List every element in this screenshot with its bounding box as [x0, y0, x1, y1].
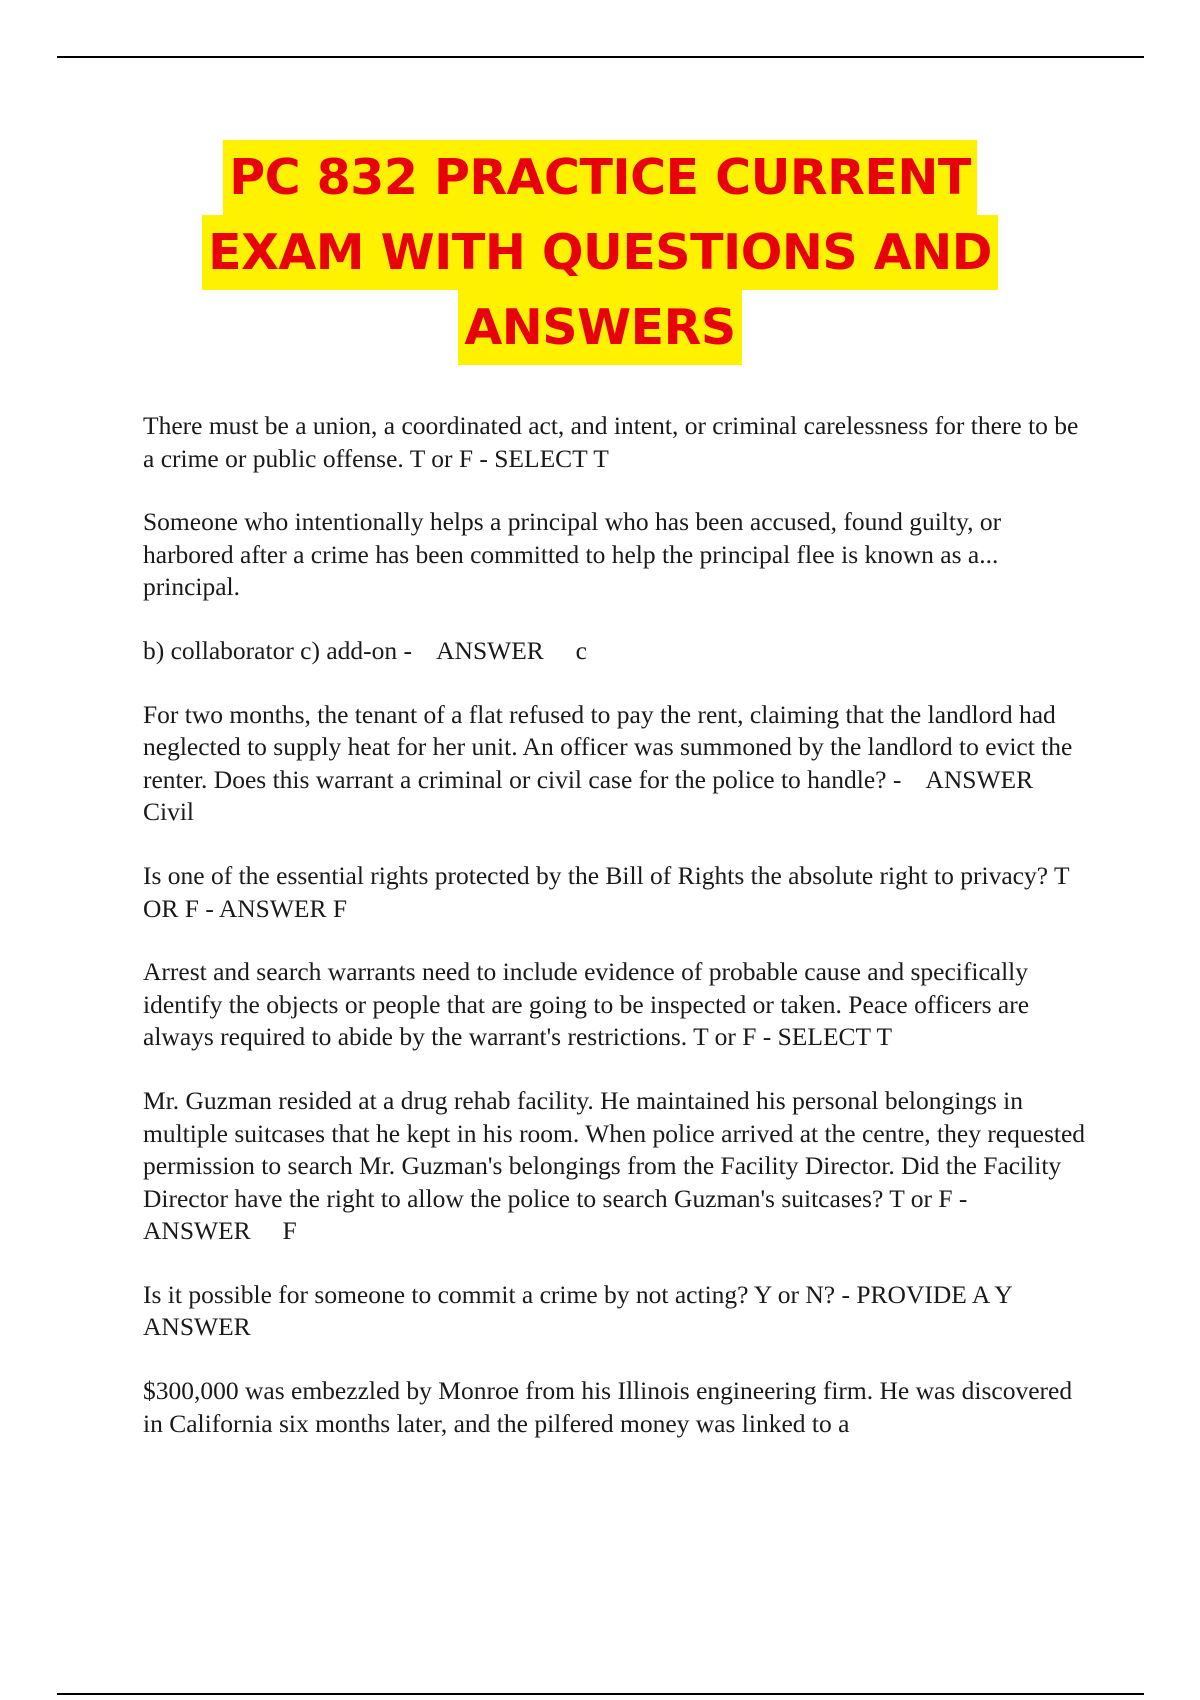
title-line-2: EXAM WITH QUESTIONS AND — [202, 215, 998, 290]
question-paragraph: $300,000 was embezzled by Monroe from his Illinois engineering firm. He was discovered in California six months later, and the pilfered money was linked to a — [143, 1376, 1079, 1438]
title-line-1: PC 832 PRACTICE CURRENT — [223, 140, 977, 215]
top-rule — [57, 56, 1144, 58]
answer-paragraph: b) collaborator c) add-on - ANSWER c — [143, 635, 587, 665]
title-line-3: ANSWERS — [458, 290, 741, 365]
question-paragraph: Is one of the essential rights protected by the Bill of Rights the absolute right to privacy? T OR F - ANSWER F — [143, 860, 1076, 923]
question-paragraph: Arrest and search warrants need to include evidence of probable cause and specifically identify the objects or people that are going to be inspected or taken. Peace officers are always required to abide by the warrant's restrictions. T or F - SELECT T — [143, 957, 1036, 1052]
question-paragraph: There must be a union, a coordinated act, and intent, or criminal carelessness for there to be a crime or public offense. T or F - SELECT T — [143, 411, 1085, 473]
question-paragraph: Is it possible for someone to commit a crime by not acting? Y or N? - PROVIDE A Y ANSWER — [143, 1279, 1030, 1342]
question-paragraph: Someone who intentionally helps a principal who has been accused, found guilty, or harbored after a crime has been committed to help the principal flee is known as a... principal. — [143, 507, 1008, 602]
question-paragraph: Mr. Guzman resided at a drug rehab facility. He maintained his personal belongings in multiple suitcases that he kept in his room. When police arrived at the centre, they requested permission to search Mr. Guzman's belongings from the Facility Director. Did the Facility Director have the right to allow the police to search Guzman's suitcases? T or F - ANSWER F — [143, 1085, 1092, 1246]
question-paragraph: For two months, the tenant of a flat refused to pay the rent, claiming that the landlord had neglected to supply heat for her unit. An officer was summoned by the landlord to evict the renter. Does this warrant a criminal or civil case for the police to handle? - ANSWER Civil — [143, 699, 1079, 827]
bottom-rule — [57, 1693, 1144, 1695]
document-title — [0, 140, 1200, 365]
document-body — [143, 410, 1093, 1440]
